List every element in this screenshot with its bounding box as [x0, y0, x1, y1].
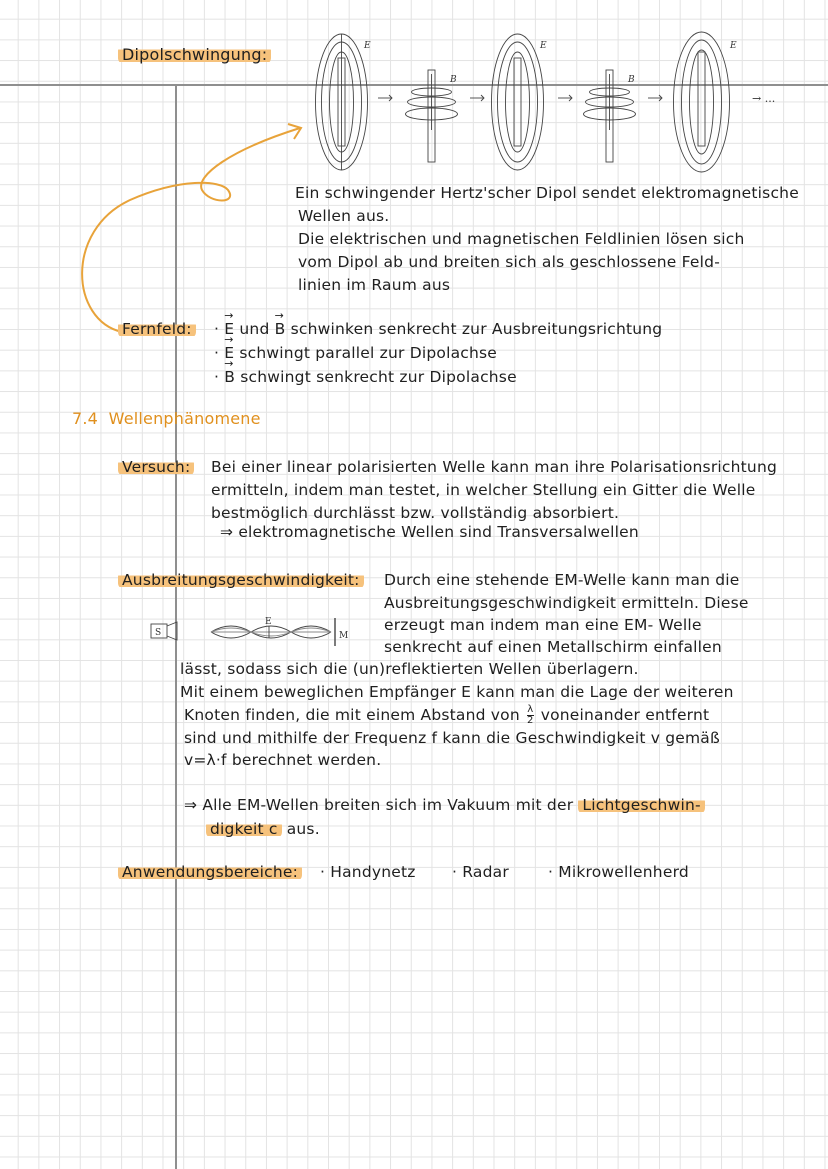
ausbreitung-conclusion-1: ⇒ Alle EM-Wellen breiten sich im Vakuum mit der Lichtgeschwin- [184, 794, 705, 816]
ausbreitung-frac-line: Knoten finden, die mit einem Abstand von $\frac{\lambda}{2}$ voneinander entfernt [184, 704, 710, 726]
dipole-e-field-5 [674, 32, 730, 172]
diagram-ellipsis: → ... [752, 92, 776, 105]
b-label-2: B [450, 75, 457, 85]
ausbreitung-full-1: lässt, sodass sich die (un)reflektierten Wellen überlagern. [180, 660, 639, 678]
sender-label: S [155, 628, 162, 638]
dipole-e-field-1 [316, 34, 368, 170]
dipol-para1-line1: Ein schwingender Hertz'scher Dipol sendet elektromagnetische [295, 184, 799, 202]
lambda-half-fraction: $\frac{\lambda}{2}$ [527, 704, 534, 726]
versuch-conclusion: ⇒ elektromagnetische Wellen sind Transversalwellen [220, 523, 639, 541]
ausbreitung-full-2: Mit einem beweglichen Empfänger E kann man die Lage der weiteren [180, 683, 734, 701]
receiver-label: E [265, 617, 272, 627]
ausbreitung-label: Ausbreitungsgeschwindigkeit: [118, 569, 364, 591]
ausbreitung-right-2: Ausbreitungsgeschwindigkeit ermitteln. Diese [384, 594, 749, 612]
anwendung-label: Anwendungsbereiche: [118, 861, 302, 883]
fernfeld-bullet-3: · → B schwingt senkrecht zur Dipolachse [214, 366, 517, 388]
e-label-3: E [540, 41, 547, 51]
fernfeld-label: Fernfeld: [118, 318, 196, 340]
ausbreitung-right-4: senkrecht auf einen Metallschirm einfallen [384, 638, 722, 656]
fernfeld-bullet-1: · → E und → B schwinken senkrecht zur Ausbreitungsrichtung [214, 318, 662, 340]
versuch-line-3: bestmöglich durchlässt bzw. vollständig absorbiert. [211, 504, 620, 522]
dipol-para2-line1: Die elektrischen und magnetischen Feldlinien lösen sich [298, 230, 745, 248]
versuch-line-2: ermitteln, indem man testet, in welcher Stellung ein Gitter die Welle [211, 481, 756, 499]
anwendung-item-3: · Mikrowellenherd [548, 863, 689, 881]
dipole-e-field-3 [492, 34, 544, 170]
e-label-1: E [364, 41, 371, 51]
anwendung-item-1: · Handynetz [320, 863, 416, 881]
dipol-diagram [300, 22, 810, 174]
ausbreitung-right-3: erzeugt man indem man eine EM- Welle [384, 616, 702, 634]
anwendung-item-2: · Radar [452, 863, 509, 881]
fernfeld-bullet-2: · → E schwingt parallel zur Dipolachse [214, 342, 497, 364]
dipol-para2-line3: linien im Raum aus [298, 276, 451, 294]
versuch-line-1: Bei einer linear polarisierten Welle kann man ihre Polarisationsrichtung [211, 458, 778, 476]
ausbreitung-last-1: sind und mithilfe der Frequenz f kann die Geschwindigkeit v gemäß [184, 729, 720, 747]
dipol-para2-line2: vom Dipol ab und breiten sich als geschlossene Feld- [298, 253, 720, 271]
ausbreitung-right-1: Durch eine stehende EM-Welle kann man die [384, 571, 740, 589]
b-label-4: B [628, 75, 635, 85]
section-heading: 7.4 Wellenphänomene [72, 409, 261, 428]
standing-wave-diagram [145, 614, 375, 654]
versuch-label: Versuch: [118, 456, 194, 478]
ausbreitung-conclusion-2: digkeit c aus. [206, 818, 320, 840]
dipol-heading: Dipolschwingung: [118, 44, 271, 66]
ausbreitung-last-2: v=λ·f berechnet werden. [184, 751, 382, 769]
screen-label: M [339, 631, 349, 641]
e-label-5: E [730, 41, 737, 51]
dipol-para1-line2: Wellen aus. [298, 207, 390, 225]
